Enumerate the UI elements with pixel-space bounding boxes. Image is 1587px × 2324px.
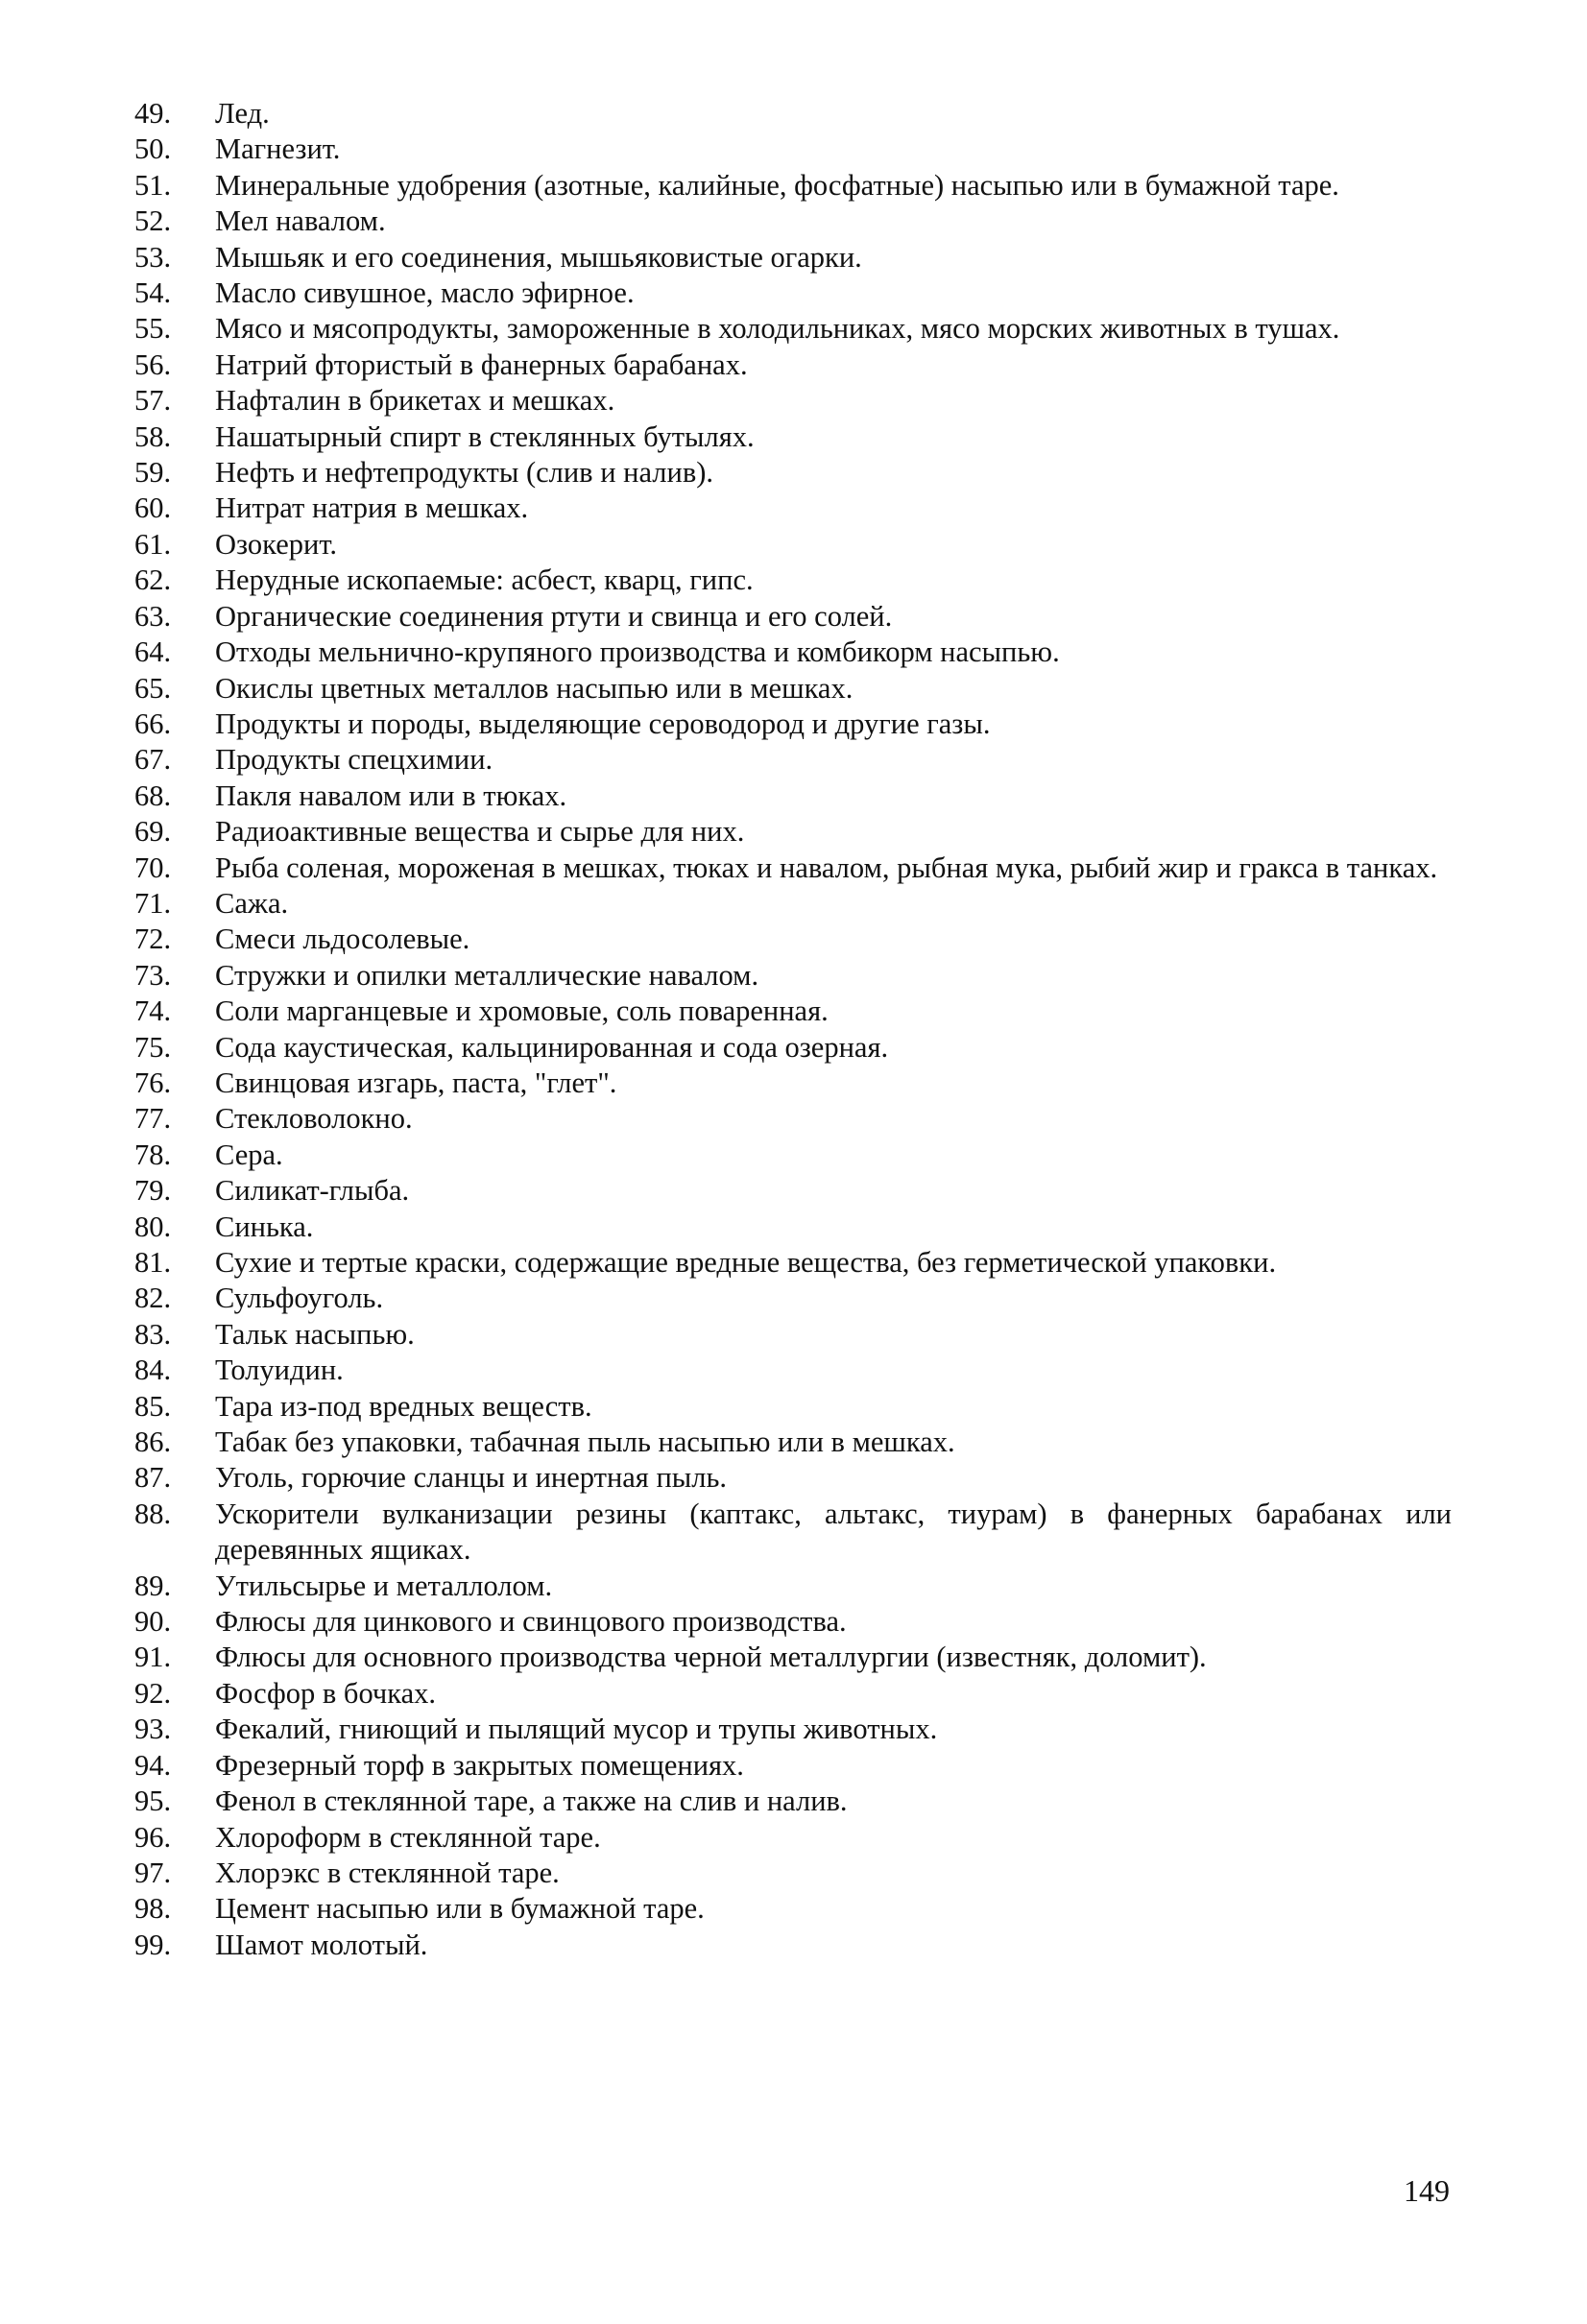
item-text: Фрезерный торф в закрытых помещениях.	[215, 1748, 744, 1782]
item-number: 71.	[134, 886, 172, 920]
item-number: 83.	[134, 1317, 172, 1351]
list-item	[134, 671, 1452, 707]
item-text: Мышьяк и его соединения, мышьяковистые огарки.	[215, 240, 862, 274]
item-text: Шамот молотый.	[215, 1928, 428, 1961]
item-text: Сажа.	[215, 886, 289, 920]
list-item	[134, 1497, 1452, 1569]
item-number: 70.	[134, 851, 172, 884]
item-text: Соли марганцевые и хромовые, соль поваренная.	[215, 994, 829, 1028]
item-text: Озокерит.	[215, 527, 337, 561]
item-number: 57.	[134, 384, 172, 418]
item-number: 64.	[134, 635, 172, 669]
item-number: 54.	[134, 276, 172, 310]
item-text: Тальк насыпью.	[215, 1317, 415, 1351]
item-text: Нафталин в брикетах и мешках.	[215, 384, 615, 418]
item-text: Синька.	[215, 1210, 314, 1243]
list-item	[134, 851, 1452, 886]
list-item	[134, 1928, 1452, 1963]
item-number: 98.	[134, 1892, 172, 1926]
list-item	[134, 347, 1452, 383]
item-number: 85.	[134, 1389, 172, 1423]
page-number: 149	[1404, 2173, 1450, 2208]
item-text: Нефть и нефтепродукты (слив и налив).	[215, 456, 714, 490]
item-number: 82.	[134, 1282, 172, 1315]
list-item	[134, 707, 1452, 742]
list-item	[134, 240, 1452, 276]
list-item	[134, 1173, 1452, 1209]
item-text: Нерудные ископаемые: асбест, кварц, гипс.	[215, 563, 754, 597]
item-text: Ускорители вулканизации резины (каптакс, альтакс, тиурам) в фанерных барабанах или деревянных ящиках.	[215, 1497, 1452, 1567]
list-item	[134, 1784, 1452, 1819]
list-item	[134, 204, 1452, 239]
item-number: 53.	[134, 240, 172, 274]
item-text: Сухие и тертые краски, содержащие вредные вещества, без герметической упаковки.	[215, 1246, 1277, 1279]
item-text: Лед.	[215, 97, 270, 130]
list-item	[134, 958, 1452, 994]
list-item	[134, 1676, 1452, 1712]
list-item	[134, 1353, 1452, 1388]
list-item	[134, 1210, 1452, 1245]
item-text: Хлорэкс в стеклянной таре.	[215, 1856, 560, 1889]
item-number: 72.	[134, 922, 172, 956]
item-text: Пакля навалом или в тюках.	[215, 779, 567, 812]
list-item	[134, 1820, 1452, 1856]
item-number: 96.	[134, 1820, 172, 1854]
item-text: Мясо и мясопродукты, замороженные в холодильниках, мясо морских животных в тушах.	[215, 312, 1340, 346]
item-text: Радиоактивные вещества и сырье для них.	[215, 815, 745, 849]
list-item	[134, 922, 1452, 957]
item-text: Тара из-под вредных веществ.	[215, 1389, 592, 1423]
item-number: 81.	[134, 1246, 172, 1279]
item-number: 74.	[134, 994, 172, 1028]
item-text: Фосфор в бочках.	[215, 1676, 437, 1710]
list-item	[134, 455, 1452, 491]
list-item	[134, 383, 1452, 419]
item-number: 97.	[134, 1856, 172, 1889]
item-text: Фекалий, гниющий и пылящий мусор и трупы животных.	[215, 1713, 938, 1746]
item-number: 84.	[134, 1354, 172, 1387]
item-number: 67.	[134, 743, 172, 777]
item-text: Табак без упаковки, табачная пыль насыпью или в мешках.	[215, 1426, 955, 1459]
list-item	[134, 1281, 1452, 1316]
item-text: Свинцовая изгарь, паста, "глет".	[215, 1066, 617, 1099]
item-number: 49.	[134, 97, 172, 130]
item-number: 63.	[134, 599, 172, 633]
item-text: Нитрат натрия в мешках.	[215, 491, 529, 525]
list-item	[134, 563, 1452, 598]
item-text: Натрий фтористый в фанерных барабанах.	[215, 347, 748, 381]
item-number: 75.	[134, 1030, 172, 1064]
item-text: Хлороформ в стеклянной таре.	[215, 1820, 601, 1854]
item-text: Мел навалом.	[215, 204, 386, 238]
item-text: Цемент насыпью или в бумажной таре.	[215, 1892, 705, 1926]
item-text: Стружки и опилки металлические навалом.	[215, 958, 759, 992]
list-item	[134, 1640, 1452, 1675]
item-text: Минеральные удобрения (азотные, калийные, фосфатные) насыпью или в бумажной таре.	[215, 168, 1339, 202]
list-item	[134, 1856, 1452, 1891]
item-text: Органические соединения ртути и свинца и его солей.	[215, 599, 893, 633]
item-text: Сера.	[215, 1138, 283, 1171]
item-text: Продукты и породы, выделяющие сероводород и другие газы.	[215, 707, 991, 740]
item-text: Силикат-глыба.	[215, 1174, 410, 1208]
list-item	[134, 994, 1452, 1029]
list-item	[134, 1891, 1452, 1927]
list-item	[134, 132, 1452, 167]
list-item	[134, 814, 1452, 850]
list-item	[134, 311, 1452, 347]
list-item	[134, 599, 1452, 635]
list-item	[134, 779, 1452, 814]
item-text: Рыба соленая, мороженая в мешках, тюках и навалом, рыбная мука, рыбий жир и гракса в танках.	[215, 851, 1438, 884]
item-text: Толуидин.	[215, 1354, 344, 1387]
item-text: Утильсырье и металлолом.	[215, 1569, 553, 1602]
list-item	[134, 276, 1452, 311]
list-item	[134, 635, 1452, 670]
item-number: 66.	[134, 707, 172, 740]
item-text: Сульфоуголь.	[215, 1282, 384, 1315]
item-text: Флюсы для основного производства черной металлургии (известняк, доломит).	[215, 1641, 1207, 1674]
item-text: Окислы цветных металлов насыпью или в мешках.	[215, 671, 854, 705]
item-text: Продукты спецхимии.	[215, 743, 493, 777]
list-item	[134, 168, 1452, 204]
list-item	[134, 1138, 1452, 1173]
list-item	[134, 1569, 1452, 1604]
list-item	[134, 1748, 1452, 1784]
hazardous-goods-list	[134, 96, 1452, 1963]
list-item	[134, 1030, 1452, 1066]
list-item	[134, 527, 1452, 563]
item-text: Масло сивушное, масло эфирное.	[215, 276, 635, 310]
item-number: 65.	[134, 671, 172, 705]
item-number: 94.	[134, 1748, 172, 1782]
item-number: 73.	[134, 958, 172, 992]
list-item	[134, 419, 1452, 455]
item-number: 50.	[134, 132, 172, 166]
list-item	[134, 491, 1452, 526]
item-number: 79.	[134, 1174, 172, 1208]
item-text: Уголь, горючие сланцы и инертная пыль.	[215, 1461, 728, 1495]
item-number: 86.	[134, 1426, 172, 1459]
item-number: 52.	[134, 204, 172, 238]
item-text: Флюсы для цинкового и свинцового производства.	[215, 1605, 847, 1639]
list-item	[134, 1245, 1452, 1281]
item-text: Нашатырный спирт в стеклянных бутылях.	[215, 419, 755, 453]
list-item	[134, 1389, 1452, 1425]
item-number: 51.	[134, 168, 172, 202]
item-number: 87.	[134, 1461, 172, 1495]
item-text: Фенол в стеклянной таре, а также на слив и налив.	[215, 1785, 848, 1818]
item-text: Магнезит.	[215, 132, 341, 166]
item-number: 90.	[134, 1605, 172, 1639]
item-number: 89.	[134, 1569, 172, 1602]
list-item	[134, 1425, 1452, 1460]
list-item	[134, 1712, 1452, 1747]
list-item	[134, 96, 1452, 132]
item-number: 68.	[134, 779, 172, 812]
item-text: Смеси льдосолевые.	[215, 922, 470, 956]
list-item	[134, 886, 1452, 922]
list-item	[134, 742, 1452, 778]
item-number: 76.	[134, 1066, 172, 1099]
list-item	[134, 1604, 1452, 1640]
item-text: Отходы мельнично-крупяного производства и комбикорм насыпью.	[215, 635, 1060, 669]
item-number: 58.	[134, 419, 172, 453]
list-item	[134, 1101, 1452, 1137]
item-number: 60.	[134, 491, 172, 525]
item-number: 93.	[134, 1713, 172, 1746]
item-number: 88.	[134, 1497, 172, 1530]
item-number: 91.	[134, 1641, 172, 1674]
item-number: 77.	[134, 1102, 172, 1136]
item-number: 56.	[134, 347, 172, 381]
item-text: Сода каустическая, кальцинированная и сода озерная.	[215, 1030, 889, 1064]
item-number: 92.	[134, 1676, 172, 1710]
item-number: 55.	[134, 312, 172, 346]
item-number: 78.	[134, 1138, 172, 1171]
item-number: 99.	[134, 1928, 172, 1961]
item-text: Стекловолокно.	[215, 1102, 413, 1136]
list-item	[134, 1460, 1452, 1496]
item-number: 80.	[134, 1210, 172, 1243]
item-number: 59.	[134, 456, 172, 490]
list-item	[134, 1317, 1452, 1353]
item-number: 62.	[134, 563, 172, 597]
item-number: 95.	[134, 1785, 172, 1818]
item-number: 61.	[134, 527, 172, 561]
item-number: 69.	[134, 815, 172, 849]
list-item	[134, 1066, 1452, 1101]
